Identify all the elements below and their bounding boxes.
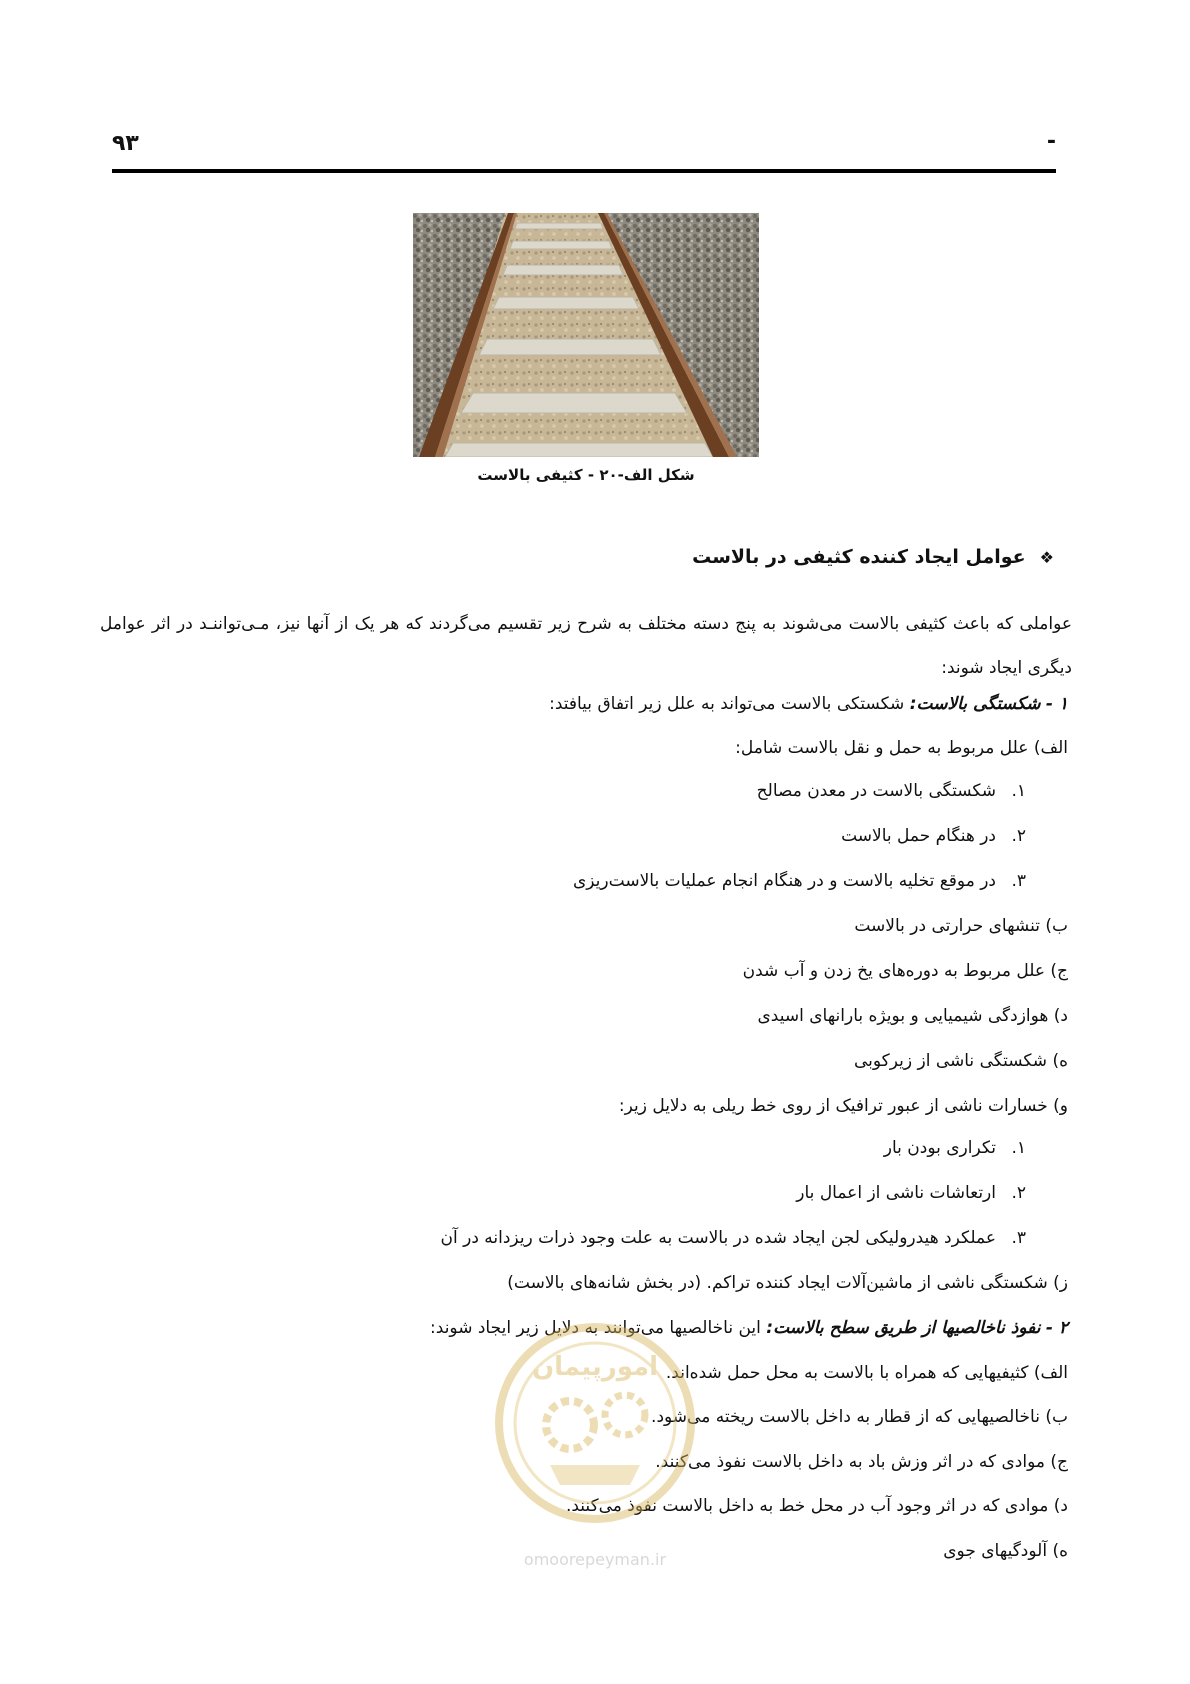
item-2-sub: د) موادی که در اثر وجود آب در محل خط به داخل بالاست نفوذ می‌کنند.: [565, 1496, 1068, 1516]
list-text: ارتعاشات ناشی از اعمال بار: [796, 1183, 996, 1203]
header-dash: -: [1046, 129, 1056, 154]
sub-a: الف) علل مربوط به حمل و نقل بالاست شامل:: [735, 738, 1068, 758]
item-2-sub: ه) آلودگیهای جوی: [943, 1541, 1068, 1561]
item-1-title: شکستگی بالاست:: [909, 694, 1041, 714]
sub-c: ج) علل مربوط به دوره‌های یخ زدن و آب شدن: [742, 961, 1068, 981]
intro-paragraph: عواملی که باعث کثیفی بالاست می‌شوند به پنج دسته مختلف به شرح زیر تقسیم می‌گردند که هر یک از آنها نیز، مـی‌تواننـد در اثر عوامل دیگری ایجاد شوند:: [100, 614, 1072, 678]
sub-d: د) هوازدگی شیمیایی و بویژه بارانهای اسیدی: [757, 1006, 1068, 1026]
heading-text: عوامل ایجاد کننده کثیفی در بالاست: [692, 546, 1026, 568]
item-1: [100, 692, 1068, 716]
f-list-item: [796, 1183, 1026, 1203]
a-list-item: [573, 871, 1026, 891]
sub-f: و) خسارات ناشی از عبور ترافیک از روی خط ریلی به دلایل زیر:: [618, 1096, 1068, 1116]
list-text: در هنگام حمل بالاست: [841, 826, 996, 846]
item-2-title: نفوذ ناخالصیها از طریق سطح بالاست:: [766, 1318, 1041, 1338]
list-text: عملکرد هیدرولیکی لجن ایجاد شده در بالاست به علت وجود ذرات ریزدانه در آن: [440, 1228, 996, 1248]
list-number: ۲.: [1011, 826, 1026, 846]
item-2-number: ۲ -: [1045, 1318, 1068, 1338]
page-header: [112, 125, 1056, 173]
item-2-sub: الف) کثیفیهایی که همراه با بالاست به محل حمل شده‌اند.: [665, 1363, 1068, 1383]
watermark-url: omoorepeyman.ir: [523, 1550, 667, 1569]
ballast-photo: [413, 213, 759, 457]
list-number: ۲.: [1011, 1183, 1026, 1203]
sub-e: ه) شکستگی ناشی از زیرکوبی: [854, 1051, 1068, 1071]
diamond-bullet-icon: ❖: [1039, 548, 1054, 567]
list-number: ۱.: [1011, 781, 1026, 801]
list-number: ۳.: [1011, 871, 1026, 891]
a-list-item: [757, 781, 1026, 801]
f-list-item: [884, 1138, 1026, 1158]
list-text: در موقع تخلیه بالاست و در هنگام انجام عملیات بالاست‌ریزی: [573, 871, 996, 891]
item-2: [100, 1316, 1068, 1340]
sub-b: ب) تنشهای حرارتی در بالاست: [854, 916, 1068, 936]
f-list-item: [441, 1228, 1027, 1248]
figure-caption: شکل الف-۲۰ - کثیفی بالاست: [477, 466, 695, 484]
item-1-text: شکستکی بالاست می‌تواند به علل زیر اتفاق بیافتد:: [549, 694, 905, 714]
a-list-item: [841, 826, 1026, 846]
watermark-text: امورپیمان: [531, 1352, 659, 1382]
page-number: ۹۳: [112, 131, 139, 156]
item-2-text: این ناخالصیها می‌توانند به دلایل زیر ایجاد شوند:: [430, 1318, 761, 1338]
list-number: ۳.: [1011, 1228, 1026, 1248]
section-heading: [86, 545, 1054, 570]
sub-g: ز) شکستگی ناشی از ماشین‌آلات ایجاد کننده تراکم. (در بخش شانه‌های بالاست): [507, 1273, 1068, 1293]
list-text: شکستگی بالاست در معدن مصالح: [756, 781, 996, 801]
item-1-number: ۱ -: [1045, 694, 1068, 714]
list-number: ۱.: [1011, 1138, 1026, 1158]
header-rule: [112, 169, 1056, 173]
item-2-sub: ب) ناخالصیهایی که از قطار به داخل بالاست ریخته می‌شود.: [651, 1407, 1068, 1427]
watermark-logo: [490, 1315, 700, 1575]
list-text: تکراری بودن بار: [883, 1138, 996, 1158]
item-2-sub: ج) موادی که در اثر وزش باد به داخل بالاست نفوذ می‌کنند.: [655, 1452, 1068, 1472]
